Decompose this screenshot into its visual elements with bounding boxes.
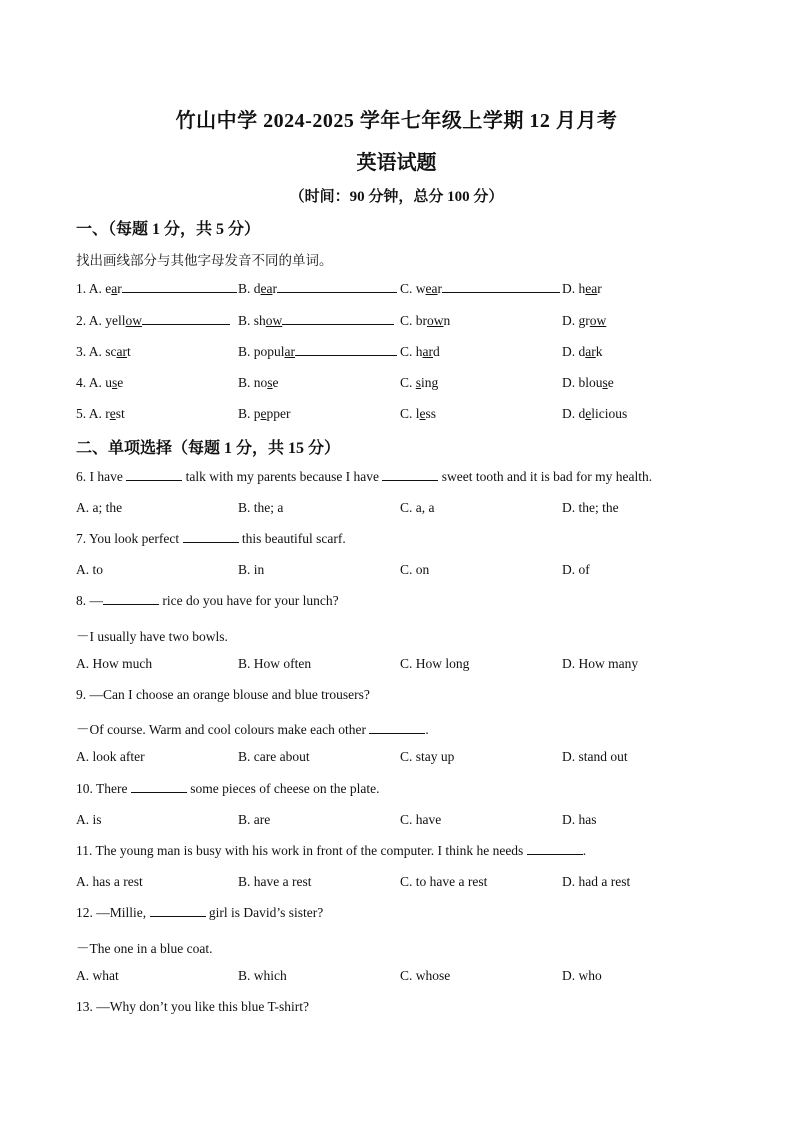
- q8-option-b[interactable]: B. How often: [238, 656, 312, 671]
- question-12-stem: 12. —Millie, girl is David’s sister?: [76, 905, 324, 920]
- q4-option-d: D. blouse: [562, 375, 614, 390]
- question-10-stem: 10. There some pieces of cheese on the plate.: [76, 781, 380, 796]
- section-1-instruction: 找出画线部分与其他字母发音不同的单词。: [76, 253, 333, 269]
- q5-option-a: 5. A. rest: [76, 406, 125, 421]
- q5-option-b: B. pepper: [238, 406, 291, 421]
- q7-option-c[interactable]: C. on: [400, 562, 430, 577]
- q11-option-d[interactable]: D. had a rest: [562, 874, 631, 889]
- question-9-stem: 9. —Can I choose an orange blouse and blue trousers?: [76, 687, 370, 702]
- question-9-reply: －Of course. Warm and cool colours make each other .: [76, 722, 429, 737]
- q11-option-c[interactable]: C. to have a rest: [400, 874, 488, 889]
- question-7-options: [0, 562, 793, 582]
- q7-option-b[interactable]: B. in: [238, 562, 265, 577]
- q10-option-b[interactable]: B. are: [238, 812, 271, 827]
- question-3: [0, 344, 793, 364]
- question-9-options: [0, 749, 793, 769]
- q10-option-c[interactable]: C. have: [400, 812, 442, 827]
- q2-option-a: 2. A. yellow: [76, 313, 230, 329]
- q4-option-a: 4. A. use: [76, 375, 124, 390]
- question-6-stem: 6. I have talk with my parents because I have sweet tooth and it is bad for my health.: [76, 469, 653, 484]
- question-8-reply: －I usually have two bowls.: [76, 629, 228, 644]
- exam-title: 竹山中学 2024-2025 学年七年级上学期 12 月月考: [175, 110, 618, 132]
- q3-option-b: B. popular: [238, 344, 397, 360]
- q3-option-a: 3. A. scart: [76, 344, 131, 359]
- q1-option-b: B. dear: [238, 281, 397, 297]
- q4-option-b: B. nose: [238, 375, 279, 390]
- q9-option-b[interactable]: B. care about: [238, 749, 310, 764]
- exam-time-info: （时间：90 分钟，总分 100 分）: [289, 189, 504, 205]
- q4-option-c: C. sing: [400, 375, 439, 390]
- question-10-options: [0, 812, 793, 832]
- q9-option-d[interactable]: D. stand out: [562, 749, 628, 764]
- q2-option-d: D. grow: [562, 313, 607, 328]
- q5-option-c: C. less: [400, 406, 437, 421]
- question-2: [0, 313, 793, 333]
- q5-option-d: D. delicious: [562, 406, 628, 421]
- q1-option-a: 1. A. ear: [76, 281, 237, 297]
- q3-option-c: C. hard: [400, 344, 440, 359]
- q7-option-d[interactable]: D. of: [562, 562, 590, 577]
- question-7-stem: 7. You look perfect this beautiful scarf.: [76, 531, 346, 546]
- q10-option-a[interactable]: A. is: [76, 812, 102, 827]
- q2-option-c: C. brown: [400, 313, 451, 328]
- q6-option-a[interactable]: A. a; the: [76, 500, 123, 515]
- q9-option-a[interactable]: A. look after: [76, 749, 145, 764]
- q6-option-d[interactable]: D. the; the: [562, 500, 619, 515]
- question-5: [0, 406, 793, 426]
- q10-option-d[interactable]: D. has: [562, 812, 597, 827]
- q7-option-a[interactable]: A. to: [76, 562, 103, 577]
- q3-option-d: D. dark: [562, 344, 603, 359]
- q9-option-c[interactable]: C. stay up: [400, 749, 455, 764]
- q6-option-c[interactable]: C. a, a: [400, 500, 435, 515]
- question-12-reply: －The one in a blue coat.: [76, 941, 213, 956]
- section-2-heading: 二、单项选择（每题 1 分，共 15 分）: [76, 440, 341, 457]
- q1-option-c: C. wear: [400, 281, 560, 297]
- section-1-heading: 一、（每题 1 分，共 5 分）: [76, 221, 261, 238]
- q11-option-b[interactable]: B. have a rest: [238, 874, 312, 889]
- question-8-stem: 8. — rice do you have for your lunch?: [76, 593, 339, 608]
- q8-option-a[interactable]: A. How much: [76, 656, 153, 671]
- question-8-options: [0, 656, 793, 676]
- q6-option-b[interactable]: B. the; a: [238, 500, 284, 515]
- q1-option-d: D. hear: [562, 281, 602, 296]
- question-4: [0, 375, 793, 395]
- q8-option-d[interactable]: D. How many: [562, 656, 639, 671]
- question-11-options: [0, 874, 793, 894]
- question-12-options: [0, 968, 793, 988]
- q12-option-b[interactable]: B. which: [238, 968, 287, 983]
- question-6-options: [0, 500, 793, 520]
- q2-option-b: B. show: [238, 313, 394, 329]
- q12-option-c[interactable]: C. whose: [400, 968, 451, 983]
- q8-option-c[interactable]: C. How long: [400, 656, 470, 671]
- q11-option-a[interactable]: A. has a rest: [76, 874, 143, 889]
- question-13-stem: 13. —Why don’t you like this blue T-shirt?: [76, 999, 309, 1014]
- exam-subject: 英语试题: [356, 152, 437, 174]
- q12-option-a[interactable]: A. what: [76, 968, 119, 983]
- question-11-stem: 11. The young man is busy with his work in front of the computer. I think he needs .: [76, 843, 587, 858]
- question-1: [0, 281, 793, 301]
- q12-option-d[interactable]: D. who: [562, 968, 602, 983]
